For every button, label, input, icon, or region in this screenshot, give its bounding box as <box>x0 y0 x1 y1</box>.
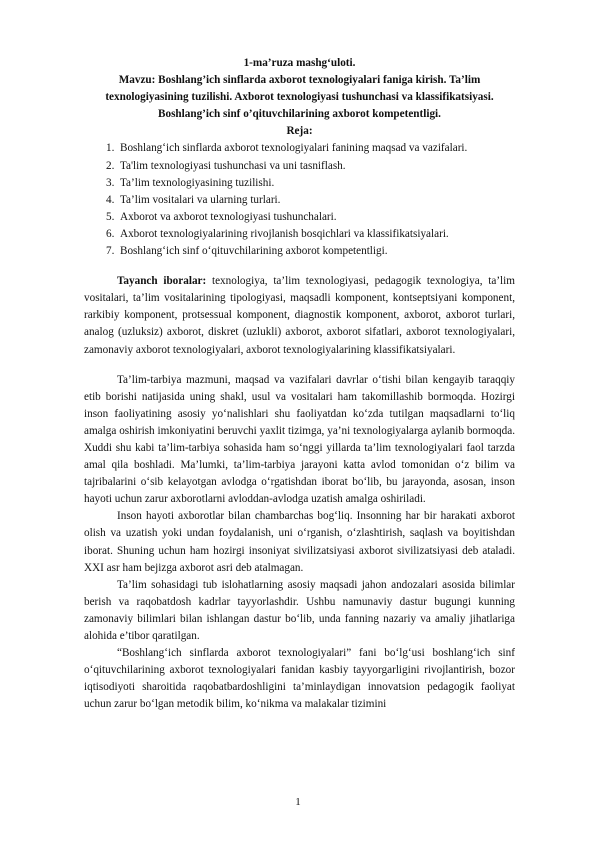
page-number: 1 <box>295 796 301 808</box>
body-paragraph: Inson hayoti axborotlar bilan chambarchas bog‘liq. Insonning har bir harakati axborot olish va uzatish yoki undan foydalanish, uni o‘rganish, o‘zlashtirish, saqlash va boyitishdan iborat. Shuning uchun ham hozirgi insoniyat sivilizatsiyasi axborot sivilizatsiyasi deb ataladi. XXI asr ham bejizga axborot asri deb atalmagan. <box>84 510 515 574</box>
spacer <box>84 359 515 372</box>
keywords-paragraph <box>84 273 515 358</box>
plan-item-text: Ta’lim vositalari va ularning turlari. <box>120 193 281 206</box>
keywords-label: Tayanch iboralar: <box>117 275 207 288</box>
plan-title: Reja: <box>286 125 313 138</box>
plan-item-text: Axborot texnologiyalarining rivojlanish bosqichlari va klassifikatsiyalari. <box>120 227 449 240</box>
lecture-number: 1-ma’ruza mashg‘uloti. <box>243 57 356 69</box>
topic-line-1: Mavzu: Boshlang’ich sinflarda axborot texnologiyalari faniga kirish. Ta’lim <box>118 74 481 87</box>
plan-item-text: Boshlang‘ich sinflarda axborot texnologiyalari fanining maqsad va vazifalari. <box>120 142 468 155</box>
plan-item <box>106 140 515 157</box>
plan-item <box>106 158 515 175</box>
plan-item-number: 4. <box>106 193 115 206</box>
plan-item <box>106 209 515 226</box>
plan-item-number: 1. <box>106 142 115 155</box>
plan-item-text: Boshlang‘ich sinf o‘qituvchilarining axborot kompetentligi. <box>120 245 388 258</box>
plan-item-text: Ta’lim texnologiyasining tuzilishi. <box>120 176 275 189</box>
plan-item-number: 3. <box>106 176 115 189</box>
plan-item-number: 6. <box>106 227 115 240</box>
plan-list <box>106 140 515 260</box>
body-paragraph: Ta’lim sohasidagi tub islohatlarning asosiy maqsadi jahon andozalari asosida bilimlar berish va raqobatdosh kadrlar tayyorlashdir. Ushbu namunaviy dastur bugungi kunning zamonaviy bilimlari bilan ishlangan dastur bo‘lib, unda fanning nazariy va amaliy jihatlariga alohida e’tibor qaratilgan. <box>84 578 515 642</box>
plan-item <box>106 243 515 260</box>
plan-item-number: 7. <box>106 245 115 258</box>
spacer <box>84 260 515 273</box>
plan-item-text: Axborot va axborot texnologiyasi tushunchalari. <box>120 210 337 223</box>
plan-item-number: 2. <box>106 159 115 172</box>
plan-item <box>106 175 515 192</box>
plan-item-text: Ta'lim texnologiyasi tushunchasi va uni tasniflash. <box>120 159 346 172</box>
topic-line-3: Boshlang’ich sinf o’qituvchilarining axborot kompetentligi. <box>158 108 441 121</box>
body-paragraph: Ta’lim-tarbiya mazmuni, maqsad va vazifalari davrlar o‘tishi bilan kengayib taraqqiy etib borishi natijasida uning shakl, usul va vositalari ham takomillashib bormoqda. Hozirgi inson faoliyatining asosiy yo‘nalishlari shu faoliyatdan ko‘zda tutilgan maqsadlarni to‘liq amalga oshirish imkoniyatini beruvchi yaxlit tizimga, ya’ni texnologiyalarga aylanib bormoqda. Xuddi shu kabi ta’lim-tarbiya sohasida ham so‘nggi yillarda ta’lim texnologiyalari faol tarzda amal qila boshladi. Ma’lumki, ta’lim-tarbiya jarayoni katta avlod tomonidan o‘z bilim va tajribalarini o‘sib kelayotgan avlodga o‘rgatishdan iborat bo‘lib, bu jarayonda, asosan, inson hayoti uchun zarur axborotlarni avloddan-avlodga uzatish amalga oshiriladi. <box>84 373 515 506</box>
topic-line-2: texnologiyasining tuzilishi. Axborot texnologiyasi tushunchasi va klassifikatsiyasi. <box>105 91 494 104</box>
plan-item <box>106 192 515 209</box>
lecture-header <box>84 55 515 140</box>
plan-item <box>106 226 515 243</box>
plan-item-number: 5. <box>106 210 115 223</box>
body-paragraph: “Boshlang‘ich sinflarda axborot texnologiyalari” fani bo‘lg‘usi boshlang‘ich sinf o‘qituvchilarining axborot texnologiyalari fanidan kasbiy tayyorgarligini rivojlantirish, bozor iqtisodiyoti sharoitida raqobatbardoshligini ta’minlaydigan innovatsion pedagogik faoliyat uchun zarur bo‘lgan metodik bilim, ko‘nikma va malakalar tizimini <box>84 647 515 711</box>
keywords-text: texnologiya, ta’lim texnologiyasi, pedagogik texnologiya, ta’lim vositalari, ta’lim vositalarining tipologiyasi, maqsadli komponent, kontseptsiyani komponent, rarkibiy komponent, protsessual komponent, diagnostik komponent, axborot, axborot turlari, analog (uzluksiz) axborot, diskret (uzlukli) axborot, axborot sifatlari, axborot texnologiyalari, zamonaviy axborot texnologiyalari, axborot texnologiyalarining klassifikatsiyalari. <box>84 275 515 356</box>
